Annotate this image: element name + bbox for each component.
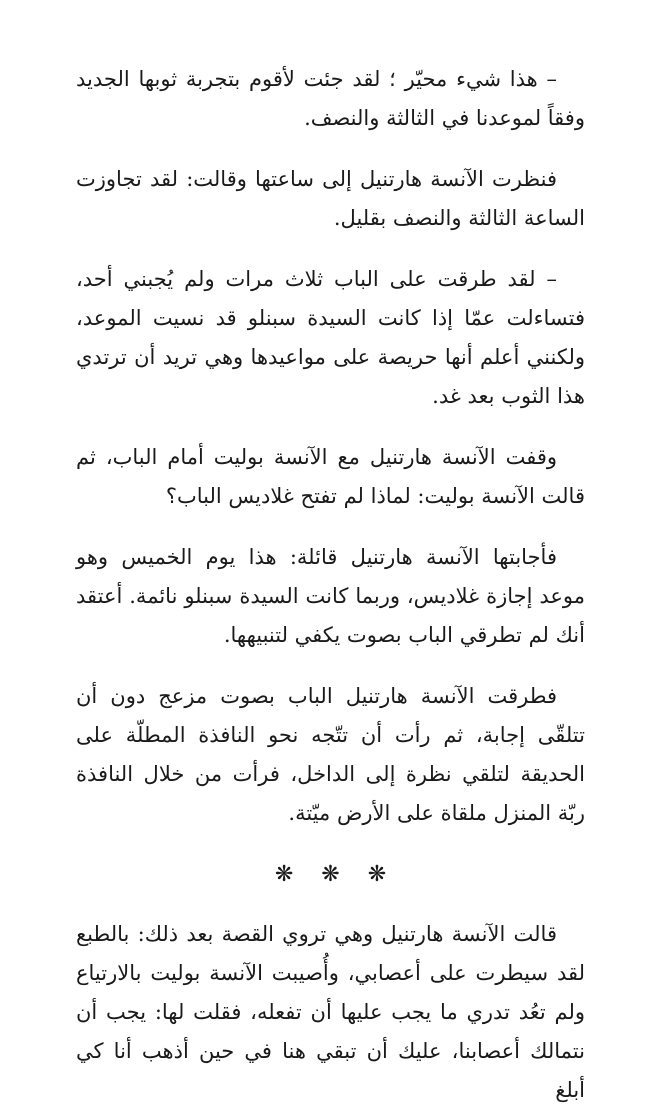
separator-star-icon: ❋ (274, 862, 294, 887)
section-separator (76, 855, 585, 895)
paragraph-5: فأجابتها الآنسة هارتنيل قائلة: هذا يوم الخميس وهو موعد إجازة غلاديس، وربما كانت السيدة سبنلو نائمة. أعتقد أنك لم تطرقي الباب بصوت يكفي لتنبيهها. (76, 545, 585, 647)
paragraph-3: – لقد طرقت على الباب ثلاث مرات ولم يُجبني أحد، فتساءلت عمّا إذا كانت السيدة سبنلو قد نسيت الموعد، ولكنني أعلم أنها حريصة على مواعيدها وهي تريد أن ترتدي هذا الثوب بعد غد. (76, 267, 585, 408)
paragraph-2: فنظرت الآنسة هارتنيل إلى ساعتها وقالت: لقد تجاوزت الساعة الثالثة والنصف بقليل. (76, 167, 585, 230)
paragraph-7: قالت الآنسة هارتنيل وهي تروي القصة بعد ذلك: بالطبع لقد سيطرت على أعصابي، وأُصيبت الآنسة بوليت بالارتياع ولم تعُد تدري ما يجب عليها أن تفعله، فقلت لها: يجب أن نتمالك أعصابنا، عليك أن تبقي هنا في حين أذهب أنا كي أبلغ (76, 922, 585, 1102)
paragraph-6: فطرقت الآنسة هارتنيل الباب بصوت مزعج دون أن تتلقّى إجابة، ثم رأت أن تتّجه نحو النافذة المطلّة على الحديقة لتلقي نظرة إلى الداخل، فرأت من خلال النافذة ربّة المنزل ملقاة على الأرض ميّتة. (76, 684, 585, 825)
paragraph-1: – هذا شيء محيّر ؛ لقد جئت لأقوم بتجربة ثوبها الجديد وفقاً لموعدنا في الثالثة والنصف. (76, 67, 585, 130)
paragraph-4: وقفت الآنسة هارتنيل مع الآنسة بوليت أمام الباب، ثم قالت الآنسة بوليت: لماذا لم تفتح غلاديس الباب؟ (76, 445, 585, 508)
separator-star-icon: ❋ (321, 862, 340, 887)
separator-star-icon: ❋ (367, 862, 387, 887)
